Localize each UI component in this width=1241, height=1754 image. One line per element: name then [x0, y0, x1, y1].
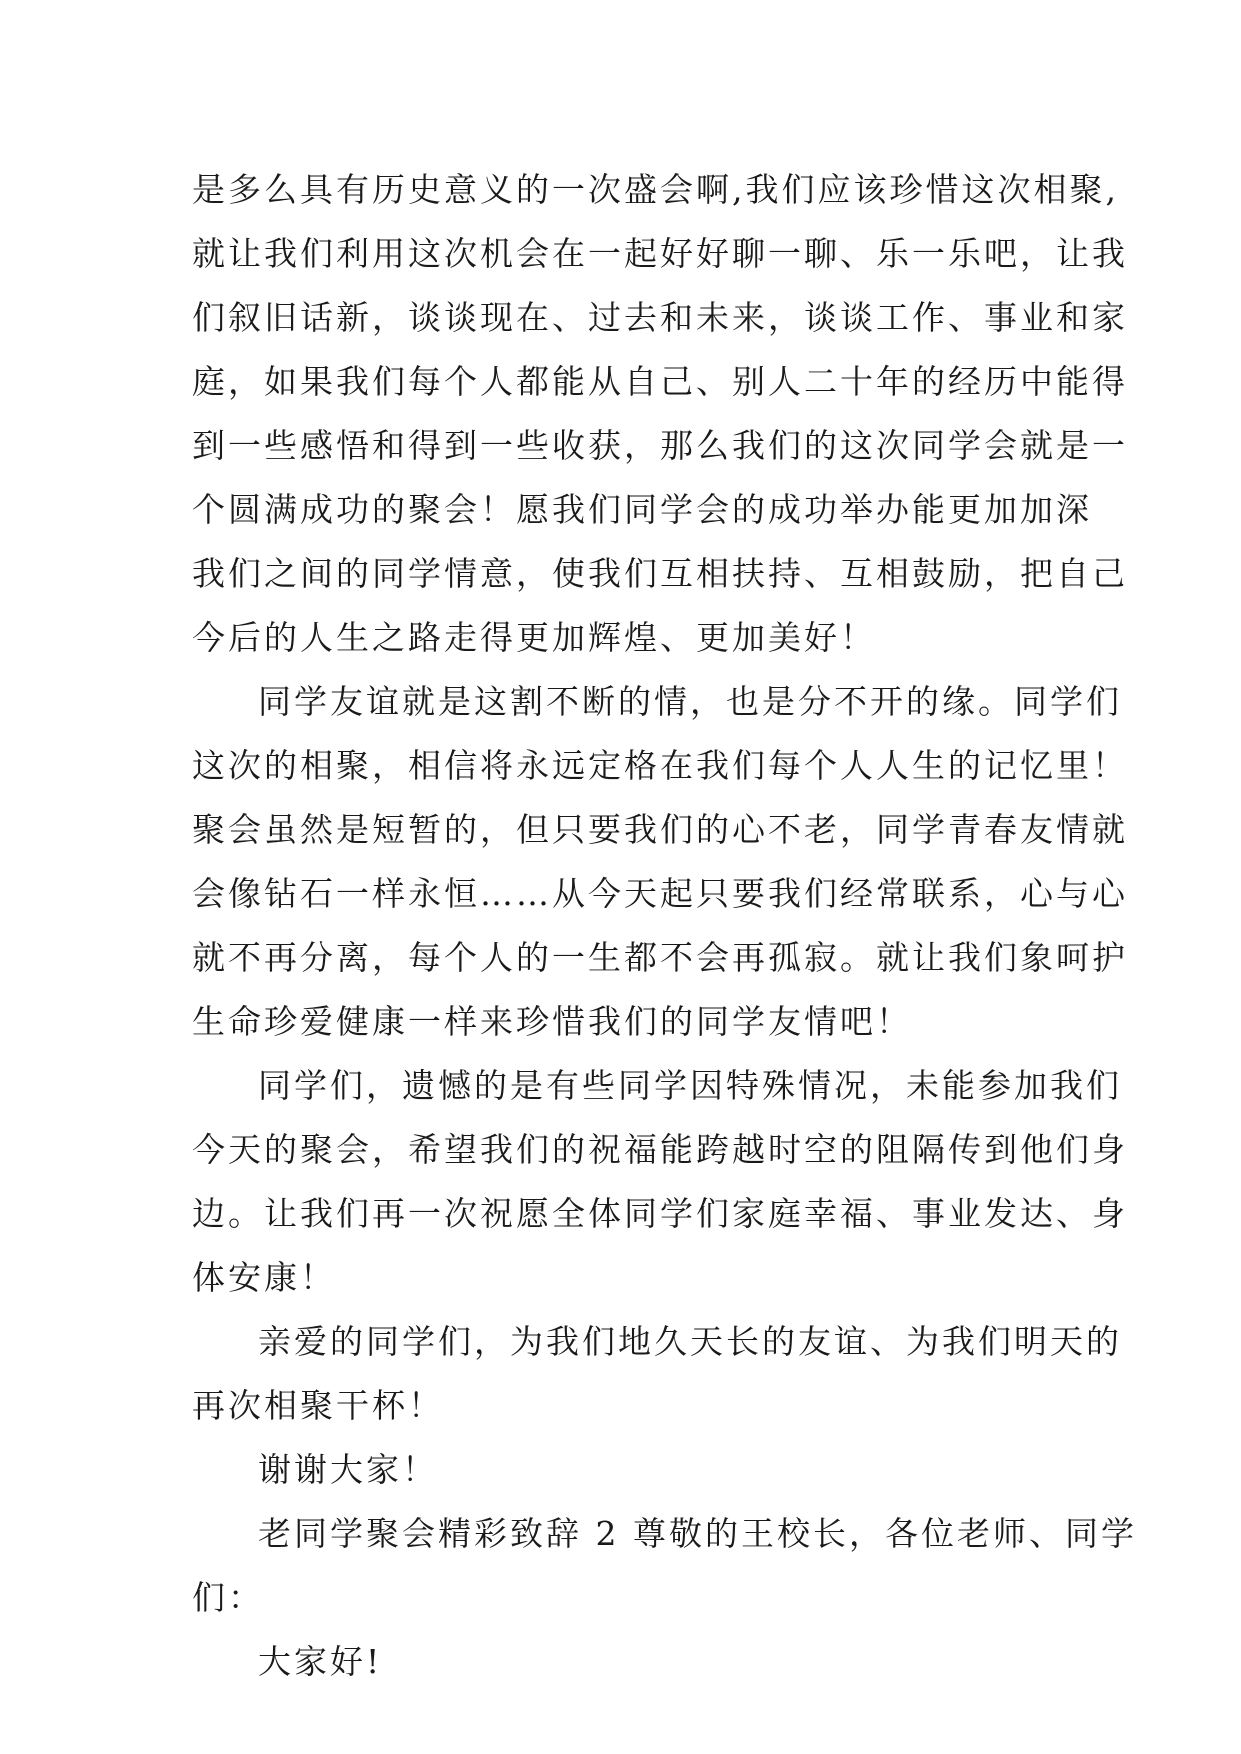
- paragraph-start-line: 亲爱的同学们，为我们地久天长的友谊、为我们明天的: [258, 1322, 1122, 1361]
- text-line: 再次相聚干杯！: [192, 1386, 444, 1425]
- text-line: 边。让我们再一次祝愿全体同学们家庭幸福、事业发达、身: [192, 1194, 1128, 1233]
- text-line: 这次的相聚，相信将永远定格在我们每个人人生的记忆里！: [192, 746, 1128, 785]
- paragraph-start-line: 同学们，遗憾的是有些同学因特殊情况，未能参加我们: [258, 1066, 1122, 1105]
- text-line: 就让我们利用这次机会在一起好好聊一聊、乐一乐吧，让我: [192, 234, 1128, 273]
- text-line: 们：: [192, 1578, 264, 1617]
- text-line: 会像钻石一样永恒……从今天起只要我们经常联系，心与心: [192, 874, 1128, 913]
- text-line: 聚会虽然是短暂的，但只要我们的心不老，同学青春友情就: [192, 810, 1128, 849]
- paragraph-start-line: 同学友谊就是这割不断的情，也是分不开的缘。同学们: [258, 682, 1122, 721]
- text-line: 庭，如果我们每个人都能从自己、别人二十年的经历中能得: [192, 362, 1128, 401]
- paragraph-start-line: 老同学聚会精彩致辞 2 尊敬的王校长，各位老师、同学: [258, 1514, 1137, 1553]
- text-line: 到一些感悟和得到一些收获，那么我们的这次同学会就是一: [192, 426, 1128, 465]
- paragraph-start-line: 大家好!: [258, 1642, 383, 1681]
- paragraph-start-line: 谢谢大家！: [258, 1450, 438, 1489]
- text-line: 今天的聚会，希望我们的祝福能跨越时空的阻隔传到他们身: [192, 1130, 1128, 1169]
- body-text: [192, 158, 1137, 1694]
- text-line: 体安康！: [192, 1258, 336, 1297]
- text-line: 就不再分离，每个人的一生都不会再孤寂。就让我们象呵护: [192, 938, 1128, 977]
- text-line: 我们之间的同学情意，使我们互相扶持、互相鼓励，把自己: [192, 554, 1128, 593]
- text-line: 个圆满成功的聚会！愿我们同学会的成功举办能更加加深: [192, 490, 1092, 529]
- text-line: 今后的人生之路走得更加辉煌、更加美好！: [192, 618, 876, 657]
- text-line: 们叙旧话新，谈谈现在、过去和未来，谈谈工作、事业和家: [192, 298, 1128, 337]
- text-line: 生命珍爱健康一样来珍惜我们的同学友情吧！: [192, 1002, 912, 1041]
- text-line: 是多么具有历史意义的一次盛会啊,我们应该珍惜这次相聚,: [192, 170, 1119, 209]
